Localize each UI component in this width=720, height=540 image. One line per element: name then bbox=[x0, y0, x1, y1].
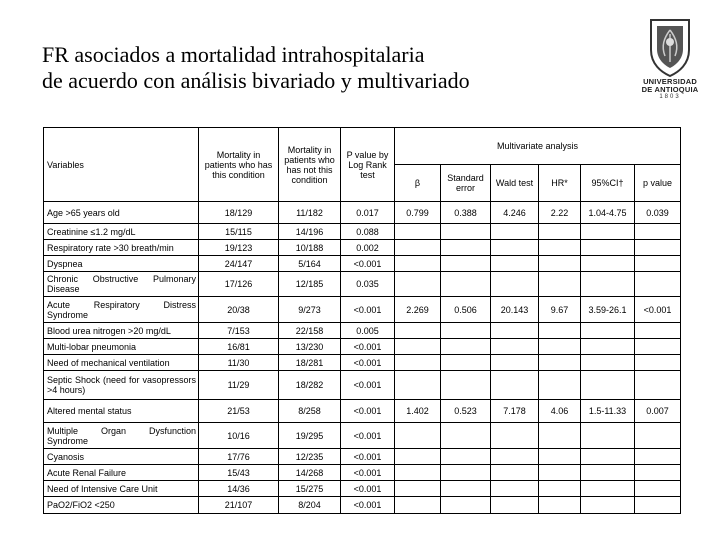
wald-cell bbox=[491, 240, 539, 256]
table-row bbox=[44, 423, 681, 449]
p-value-cell: <0.001 bbox=[341, 465, 395, 481]
beta-cell bbox=[395, 224, 441, 240]
table-row bbox=[44, 481, 681, 497]
mortality-with-cell: 11/30 bbox=[199, 355, 279, 371]
mortality-with-cell: 10/16 bbox=[199, 423, 279, 449]
mv-p-cell bbox=[635, 224, 681, 240]
hr-cell bbox=[539, 371, 581, 400]
variable-cell: Altered mental status bbox=[44, 400, 199, 423]
p-value-cell: <0.001 bbox=[341, 297, 395, 323]
variable-cell: Need of mechanical ventilation bbox=[44, 355, 199, 371]
university-year: 1803 bbox=[659, 94, 681, 100]
ci-cell bbox=[581, 423, 635, 449]
hr-cell: 9.67 bbox=[539, 297, 581, 323]
variable-cell: Septic Shock (need for vasopressors >4 hours) bbox=[44, 371, 199, 400]
std-error-cell bbox=[441, 224, 491, 240]
mortality-with-cell: 18/129 bbox=[199, 202, 279, 224]
seal-icon bbox=[647, 16, 693, 78]
wald-cell bbox=[491, 272, 539, 297]
beta-cell bbox=[395, 339, 441, 355]
mortality-with-cell: 19/123 bbox=[199, 240, 279, 256]
std-error-cell bbox=[441, 449, 491, 465]
mortality-without-cell: 18/282 bbox=[279, 371, 341, 400]
variable-cell: Creatinine ≤1.2 mg/dL bbox=[44, 224, 199, 240]
std-error-cell: 0.388 bbox=[441, 202, 491, 224]
mortality-without-cell: 12/235 bbox=[279, 449, 341, 465]
mortality-without-cell: 9/273 bbox=[279, 297, 341, 323]
beta-cell: 1.402 bbox=[395, 400, 441, 423]
ci-cell bbox=[581, 497, 635, 514]
variable-cell: PaO2/FiO2 <250 bbox=[44, 497, 199, 514]
wald-cell: 7.178 bbox=[491, 400, 539, 423]
std-error-cell bbox=[441, 323, 491, 339]
mortality-without-cell: 12/185 bbox=[279, 272, 341, 297]
variable-cell: Blood urea nitrogen >20 mg/dL bbox=[44, 323, 199, 339]
hr-cell: 2.22 bbox=[539, 202, 581, 224]
ci-cell bbox=[581, 323, 635, 339]
table-row bbox=[44, 202, 681, 224]
header-beta: β bbox=[395, 165, 441, 202]
beta-cell bbox=[395, 423, 441, 449]
mortality-without-cell: 14/268 bbox=[279, 465, 341, 481]
variable-cell: Cyanosis bbox=[44, 449, 199, 465]
variable-cell: Acute Renal Failure bbox=[44, 465, 199, 481]
variable-cell: Dyspnea bbox=[44, 256, 199, 272]
hr-cell bbox=[539, 339, 581, 355]
hr-cell bbox=[539, 272, 581, 297]
std-error-cell bbox=[441, 465, 491, 481]
std-error-cell: 0.506 bbox=[441, 297, 491, 323]
mv-p-cell bbox=[635, 497, 681, 514]
ci-cell bbox=[581, 355, 635, 371]
p-value-cell: <0.001 bbox=[341, 423, 395, 449]
variable-cell: Need of Intensive Care Unit bbox=[44, 481, 199, 497]
mortality-with-cell: 17/76 bbox=[199, 449, 279, 465]
std-error-cell bbox=[441, 497, 491, 514]
header-variables: Variables bbox=[44, 128, 199, 202]
variable-cell: Multi-lobar pneumonia bbox=[44, 339, 199, 355]
wald-cell bbox=[491, 371, 539, 400]
mv-p-cell bbox=[635, 256, 681, 272]
wald-cell bbox=[491, 323, 539, 339]
mortality-without-cell: 19/295 bbox=[279, 423, 341, 449]
ci-cell bbox=[581, 272, 635, 297]
mortality-with-cell: 16/81 bbox=[199, 339, 279, 355]
std-error-cell bbox=[441, 240, 491, 256]
mortality-with-cell: 15/115 bbox=[199, 224, 279, 240]
mortality-with-cell: 11/29 bbox=[199, 371, 279, 400]
ci-cell bbox=[581, 256, 635, 272]
p-value-cell: <0.001 bbox=[341, 481, 395, 497]
hr-cell bbox=[539, 449, 581, 465]
ci-cell bbox=[581, 449, 635, 465]
mv-p-cell bbox=[635, 465, 681, 481]
wald-cell: 4.246 bbox=[491, 202, 539, 224]
wald-cell bbox=[491, 449, 539, 465]
hr-cell bbox=[539, 465, 581, 481]
mortality-without-cell: 15/275 bbox=[279, 481, 341, 497]
beta-cell bbox=[395, 465, 441, 481]
hr-cell: 4.06 bbox=[539, 400, 581, 423]
header-wald: Wald test bbox=[491, 165, 539, 202]
university-logo bbox=[636, 16, 704, 106]
beta-cell bbox=[395, 256, 441, 272]
ci-cell bbox=[581, 371, 635, 400]
beta-cell bbox=[395, 371, 441, 400]
p-value-cell: 0.088 bbox=[341, 224, 395, 240]
wald-cell bbox=[491, 465, 539, 481]
table-row bbox=[44, 256, 681, 272]
table-row bbox=[44, 272, 681, 297]
mv-p-cell bbox=[635, 423, 681, 449]
mv-p-cell: 0.007 bbox=[635, 400, 681, 423]
mv-p-cell: <0.001 bbox=[635, 297, 681, 323]
std-error-cell: 0.523 bbox=[441, 400, 491, 423]
std-error-cell bbox=[441, 256, 491, 272]
beta-cell bbox=[395, 497, 441, 514]
mv-p-cell: 0.039 bbox=[635, 202, 681, 224]
table-row bbox=[44, 465, 681, 481]
mortality-with-cell: 20/38 bbox=[199, 297, 279, 323]
std-error-cell bbox=[441, 339, 491, 355]
header-mortality-with: Mortality in patients who has this condition bbox=[199, 128, 279, 202]
p-value-cell: <0.001 bbox=[341, 497, 395, 514]
slide-title-line-1: FR asociados a mortalidad intrahospitalaria bbox=[42, 42, 425, 67]
std-error-cell bbox=[441, 481, 491, 497]
header-mortality-without: Mortality in patients who has not this condition bbox=[279, 128, 341, 202]
std-error-cell bbox=[441, 371, 491, 400]
table-header-row bbox=[44, 128, 681, 165]
mortality-without-cell: 8/204 bbox=[279, 497, 341, 514]
header-mv-p: p value bbox=[635, 165, 681, 202]
mortality-without-cell: 18/281 bbox=[279, 355, 341, 371]
mortality-without-cell: 11/182 bbox=[279, 202, 341, 224]
header-hr: HR* bbox=[539, 165, 581, 202]
p-value-cell: <0.001 bbox=[341, 355, 395, 371]
mortality-with-cell: 21/107 bbox=[199, 497, 279, 514]
mortality-without-cell: 10/188 bbox=[279, 240, 341, 256]
variable-cell: Acute Respiratory Distress Syndrome bbox=[44, 297, 199, 323]
wald-cell bbox=[491, 224, 539, 240]
p-value-cell: 0.017 bbox=[341, 202, 395, 224]
mortality-with-cell: 21/53 bbox=[199, 400, 279, 423]
slide-title bbox=[42, 42, 602, 94]
university-name-line-2: DE ANTIOQUIA bbox=[641, 85, 699, 94]
mortality-with-cell: 17/126 bbox=[199, 272, 279, 297]
wald-cell bbox=[491, 339, 539, 355]
variable-cell: Age >65 years old bbox=[44, 202, 199, 224]
table-row bbox=[44, 371, 681, 400]
hr-cell bbox=[539, 256, 581, 272]
p-value-cell: 0.002 bbox=[341, 240, 395, 256]
ci-cell bbox=[581, 240, 635, 256]
wald-cell bbox=[491, 423, 539, 449]
mortality-with-cell: 15/43 bbox=[199, 465, 279, 481]
ci-cell bbox=[581, 339, 635, 355]
mortality-without-cell: 5/164 bbox=[279, 256, 341, 272]
p-value-cell: <0.001 bbox=[341, 449, 395, 465]
ci-cell: 3.59-26.1 bbox=[581, 297, 635, 323]
wald-cell bbox=[491, 497, 539, 514]
p-value-cell: <0.001 bbox=[341, 256, 395, 272]
ci-cell: 1.04-4.75 bbox=[581, 202, 635, 224]
mv-p-cell bbox=[635, 272, 681, 297]
hr-cell bbox=[539, 240, 581, 256]
beta-cell bbox=[395, 323, 441, 339]
table-row bbox=[44, 323, 681, 339]
ci-cell bbox=[581, 481, 635, 497]
hr-cell bbox=[539, 481, 581, 497]
university-name-line-1: UNIVERSIDAD bbox=[643, 77, 697, 86]
slide-title-line-2: de acuerdo con análisis bivariado y multivariado bbox=[42, 68, 470, 93]
mv-p-cell bbox=[635, 449, 681, 465]
beta-cell bbox=[395, 272, 441, 297]
variable-cell: Chronic Obstructive Pulmonary Disease bbox=[44, 272, 199, 297]
header-std-error: Standard error bbox=[441, 165, 491, 202]
wald-cell bbox=[491, 481, 539, 497]
p-value-cell: 0.035 bbox=[341, 272, 395, 297]
table-row bbox=[44, 400, 681, 423]
mv-p-cell bbox=[635, 355, 681, 371]
std-error-cell bbox=[441, 272, 491, 297]
hr-cell bbox=[539, 423, 581, 449]
hr-cell bbox=[539, 224, 581, 240]
std-error-cell bbox=[441, 355, 491, 371]
wald-cell: 20.143 bbox=[491, 297, 539, 323]
table-row bbox=[44, 355, 681, 371]
ci-cell bbox=[581, 465, 635, 481]
beta-cell bbox=[395, 449, 441, 465]
table-row bbox=[44, 339, 681, 355]
p-value-cell: 0.005 bbox=[341, 323, 395, 339]
beta-cell: 0.799 bbox=[395, 202, 441, 224]
mortality-without-cell: 8/258 bbox=[279, 400, 341, 423]
mv-p-cell bbox=[635, 371, 681, 400]
mv-p-cell bbox=[635, 481, 681, 497]
mv-p-cell bbox=[635, 323, 681, 339]
p-value-cell: <0.001 bbox=[341, 339, 395, 355]
mortality-without-cell: 14/196 bbox=[279, 224, 341, 240]
wald-cell bbox=[491, 256, 539, 272]
table-row bbox=[44, 497, 681, 514]
p-value-cell: <0.001 bbox=[341, 371, 395, 400]
mortality-without-cell: 13/230 bbox=[279, 339, 341, 355]
table-row bbox=[44, 297, 681, 323]
beta-cell bbox=[395, 355, 441, 371]
beta-cell bbox=[395, 240, 441, 256]
header-ci: 95%CI† bbox=[581, 165, 635, 202]
beta-cell: 2.269 bbox=[395, 297, 441, 323]
ci-cell bbox=[581, 224, 635, 240]
p-value-cell: <0.001 bbox=[341, 400, 395, 423]
hr-cell bbox=[539, 497, 581, 514]
mortality-with-cell: 7/153 bbox=[199, 323, 279, 339]
table-row bbox=[44, 224, 681, 240]
table-row bbox=[44, 449, 681, 465]
hr-cell bbox=[539, 355, 581, 371]
header-multivariate: Multivariate analysis bbox=[395, 128, 681, 165]
variable-cell: Multiple Organ Dysfunction Syndrome bbox=[44, 423, 199, 449]
variable-cell: Respiratory rate >30 breath/min bbox=[44, 240, 199, 256]
mv-p-cell bbox=[635, 240, 681, 256]
mortality-with-cell: 24/147 bbox=[199, 256, 279, 272]
ci-cell: 1.5-11.33 bbox=[581, 400, 635, 423]
beta-cell bbox=[395, 481, 441, 497]
mv-p-cell bbox=[635, 339, 681, 355]
mortality-with-cell: 14/36 bbox=[199, 481, 279, 497]
risk-factor-table bbox=[43, 127, 681, 514]
std-error-cell bbox=[441, 423, 491, 449]
table-row bbox=[44, 240, 681, 256]
hr-cell bbox=[539, 323, 581, 339]
mortality-without-cell: 22/158 bbox=[279, 323, 341, 339]
wald-cell bbox=[491, 355, 539, 371]
header-p-value: P value by Log Rank test bbox=[341, 128, 395, 202]
